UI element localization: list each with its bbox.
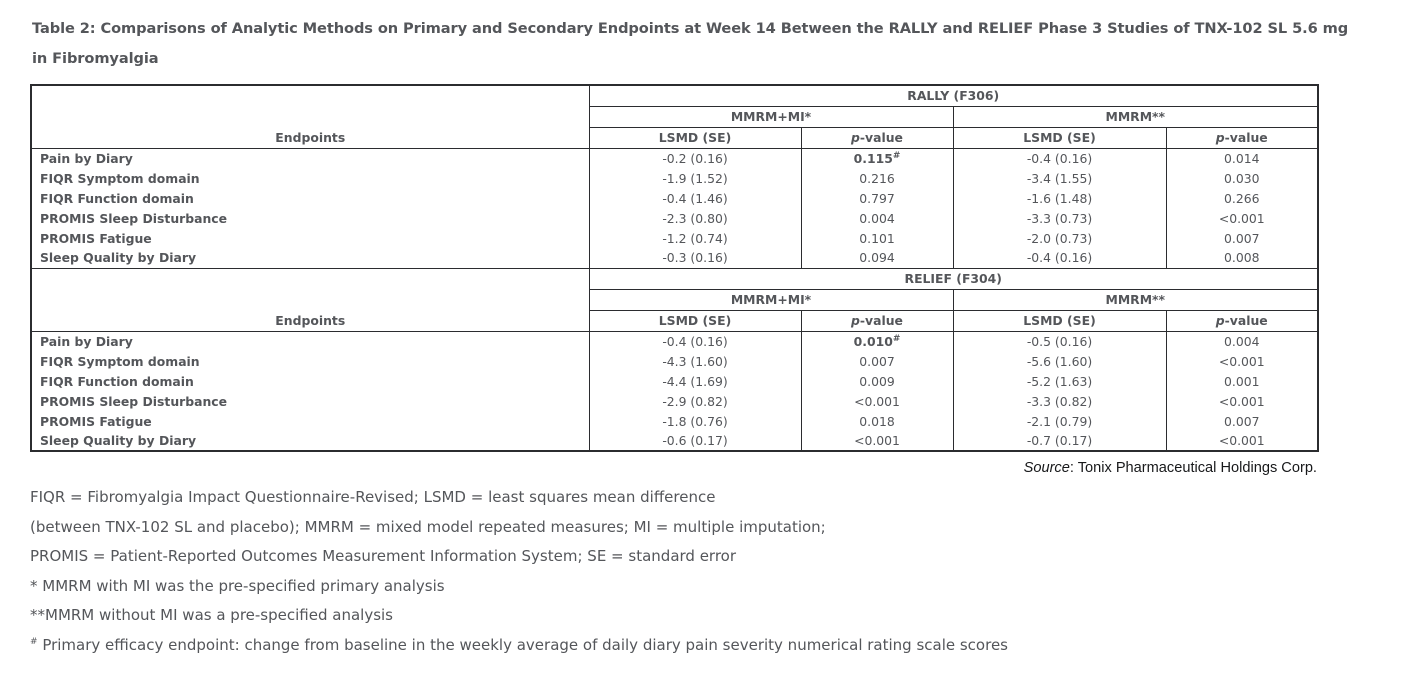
footnotes bbox=[30, 483, 1370, 661]
lsmd-cell: -0.6 (0.17) bbox=[589, 431, 801, 451]
p-value-cell: 0.010# bbox=[801, 331, 953, 351]
p-value-cell: 0.018 bbox=[801, 411, 953, 431]
hash-superscript: # bbox=[30, 636, 38, 647]
table-row bbox=[31, 331, 1318, 351]
footnote-abbreviations-2: (between TNX-102 SL and placebo); MMRM = mixed model repeated measures; MI = multiple imputation; bbox=[30, 517, 826, 536]
lsmd-cell: -0.4 (0.16) bbox=[953, 148, 1166, 168]
endpoint-cell: Pain by Diary bbox=[31, 331, 589, 351]
lsmd-column-header: LSMD (SE) bbox=[953, 310, 1166, 331]
table-row bbox=[31, 248, 1318, 268]
p-value-cell: <0.001 bbox=[1166, 208, 1318, 228]
p-value-cell: 0.266 bbox=[1166, 188, 1318, 208]
table-title bbox=[32, 14, 1410, 74]
endpoint-cell: FIQR Function domain bbox=[31, 188, 589, 208]
endpoint-cell: FIQR Function domain bbox=[31, 371, 589, 391]
study-name-header: RELIEF (F304) bbox=[589, 268, 1318, 289]
lsmd-cell: -1.6 (1.48) bbox=[953, 188, 1166, 208]
p-value-cell: <0.001 bbox=[1166, 431, 1318, 451]
endpoint-cell: PROMIS Sleep Disturbance bbox=[31, 391, 589, 411]
footnote-asterisk: * MMRM with MI was the pre-specified primary analysis bbox=[30, 576, 445, 595]
p-value-cell: 0.008 bbox=[1166, 248, 1318, 268]
p-value-cell: 0.004 bbox=[1166, 331, 1318, 351]
method-header-mmrm: MMRM** bbox=[953, 106, 1318, 127]
endpoint-cell: Sleep Quality by Diary bbox=[31, 431, 589, 451]
table-row bbox=[31, 391, 1318, 411]
hash-superscript: # bbox=[892, 333, 901, 344]
lsmd-cell: -5.2 (1.63) bbox=[953, 371, 1166, 391]
hash-superscript: # bbox=[892, 150, 901, 161]
p-value-cell: <0.001 bbox=[1166, 391, 1318, 411]
lsmd-cell: -4.4 (1.69) bbox=[589, 371, 801, 391]
endpoints-column-header: Endpoints bbox=[31, 268, 589, 331]
lsmd-cell: -0.5 (0.16) bbox=[953, 331, 1166, 351]
lsmd-cell: -0.2 (0.16) bbox=[589, 148, 801, 168]
endpoint-cell: FIQR Symptom domain bbox=[31, 351, 589, 371]
p-value-cell: 0.797 bbox=[801, 188, 953, 208]
method-header-mmrm: MMRM** bbox=[953, 289, 1318, 310]
lsmd-cell: -2.3 (0.80) bbox=[589, 208, 801, 228]
section-relief bbox=[31, 268, 1318, 451]
table-row bbox=[31, 188, 1318, 208]
table-row bbox=[31, 411, 1318, 431]
table-title-line1: Table 2: Comparisons of Analytic Methods on Primary and Secondary Endpoints at Week 14 Between the RALLY and RELIEF Phase 3 Studies of TNX-102 SL 5.6 mg bbox=[32, 20, 1349, 37]
endpoint-cell: PROMIS Fatigue bbox=[31, 411, 589, 431]
lsmd-cell: -3.3 (0.73) bbox=[953, 208, 1166, 228]
p-value-cell: 0.014 bbox=[1166, 148, 1318, 168]
comparison-table bbox=[30, 84, 1319, 452]
p-value-cell: 0.009 bbox=[801, 371, 953, 391]
lsmd-cell: -5.6 (1.60) bbox=[953, 351, 1166, 371]
lsmd-cell: -3.3 (0.82) bbox=[953, 391, 1166, 411]
study-header-row bbox=[31, 268, 1318, 289]
study-name-header: RALLY (F306) bbox=[589, 85, 1318, 106]
p-value-cell: 0.030 bbox=[1166, 168, 1318, 188]
p-value-cell: 0.216 bbox=[801, 168, 953, 188]
lsmd-cell: -1.2 (0.74) bbox=[589, 228, 801, 248]
lsmd-cell: -0.4 (0.16) bbox=[953, 248, 1166, 268]
table-row bbox=[31, 228, 1318, 248]
lsmd-cell: -1.9 (1.52) bbox=[589, 168, 801, 188]
table-row bbox=[31, 431, 1318, 451]
section-rally bbox=[31, 85, 1318, 268]
lsmd-column-header: LSMD (SE) bbox=[589, 310, 801, 331]
source-attribution bbox=[30, 460, 1317, 478]
lsmd-cell: -2.1 (0.79) bbox=[953, 411, 1166, 431]
table-row bbox=[31, 168, 1318, 188]
method-header-mmrm-mi: MMRM+MI* bbox=[589, 106, 953, 127]
lsmd-column-header: LSMD (SE) bbox=[953, 127, 1166, 148]
p-value-cell: 0.101 bbox=[801, 228, 953, 248]
p-value-column-header: p-value bbox=[1166, 127, 1318, 148]
table-row bbox=[31, 351, 1318, 371]
footnote-hash: # Primary efficacy endpoint: change from baseline in the weekly average of daily diary pain severity numerical rating scale scores bbox=[30, 635, 1008, 654]
p-value-column-header: p-value bbox=[801, 310, 953, 331]
footnote-abbreviations-3: PROMIS = Patient-Reported Outcomes Measurement Information System; SE = standard error bbox=[30, 547, 737, 566]
p-value-cell: <0.001 bbox=[801, 431, 953, 451]
table-row bbox=[31, 148, 1318, 168]
lsmd-column-header: LSMD (SE) bbox=[589, 127, 801, 148]
p-value-cell: <0.001 bbox=[801, 391, 953, 411]
lsmd-cell: -4.3 (1.60) bbox=[589, 351, 801, 371]
endpoints-column-header: Endpoints bbox=[31, 85, 589, 148]
footnote-abbreviations-1: FIQR = Fibromyalgia Impact Questionnaire-Revised; LSMD = least squares mean difference bbox=[30, 488, 716, 506]
p-value-cell: 0.115# bbox=[801, 148, 953, 168]
endpoint-cell: PROMIS Fatigue bbox=[31, 228, 589, 248]
lsmd-cell: -2.0 (0.73) bbox=[953, 228, 1166, 248]
endpoint-cell: Sleep Quality by Diary bbox=[31, 248, 589, 268]
study-header-row bbox=[31, 85, 1318, 106]
p-value-cell: <0.001 bbox=[1166, 351, 1318, 371]
endpoint-cell: Pain by Diary bbox=[31, 148, 589, 168]
lsmd-cell: -1.8 (0.76) bbox=[589, 411, 801, 431]
lsmd-cell: -0.4 (0.16) bbox=[589, 331, 801, 351]
p-value-cell: 0.004 bbox=[801, 208, 953, 228]
source-label: Source bbox=[1023, 460, 1070, 476]
p-value-cell: 0.094 bbox=[801, 248, 953, 268]
p-value-cell: 0.007 bbox=[801, 351, 953, 371]
p-value-cell: 0.007 bbox=[1166, 228, 1318, 248]
endpoint-cell: PROMIS Sleep Disturbance bbox=[31, 208, 589, 228]
table-title-line2: in Fibromyalgia bbox=[32, 50, 159, 67]
p-value-cell: 0.007 bbox=[1166, 411, 1318, 431]
lsmd-cell: -0.3 (0.16) bbox=[589, 248, 801, 268]
table-row bbox=[31, 208, 1318, 228]
lsmd-cell: -3.4 (1.55) bbox=[953, 168, 1166, 188]
p-value-column-header: p-value bbox=[1166, 310, 1318, 331]
p-value-column-header: p-value bbox=[801, 127, 953, 148]
table-row bbox=[31, 371, 1318, 391]
footnote-double-asterisk: **MMRM without MI was a pre-specified analysis bbox=[30, 606, 393, 625]
lsmd-cell: -0.7 (0.17) bbox=[953, 431, 1166, 451]
method-header-mmrm-mi: MMRM+MI* bbox=[589, 289, 953, 310]
p-value-cell: 0.001 bbox=[1166, 371, 1318, 391]
endpoint-cell: FIQR Symptom domain bbox=[31, 168, 589, 188]
lsmd-cell: -2.9 (0.82) bbox=[589, 391, 801, 411]
source-text: : Tonix Pharmaceutical Holdings Corp. bbox=[1069, 460, 1317, 476]
lsmd-cell: -0.4 (1.46) bbox=[589, 188, 801, 208]
